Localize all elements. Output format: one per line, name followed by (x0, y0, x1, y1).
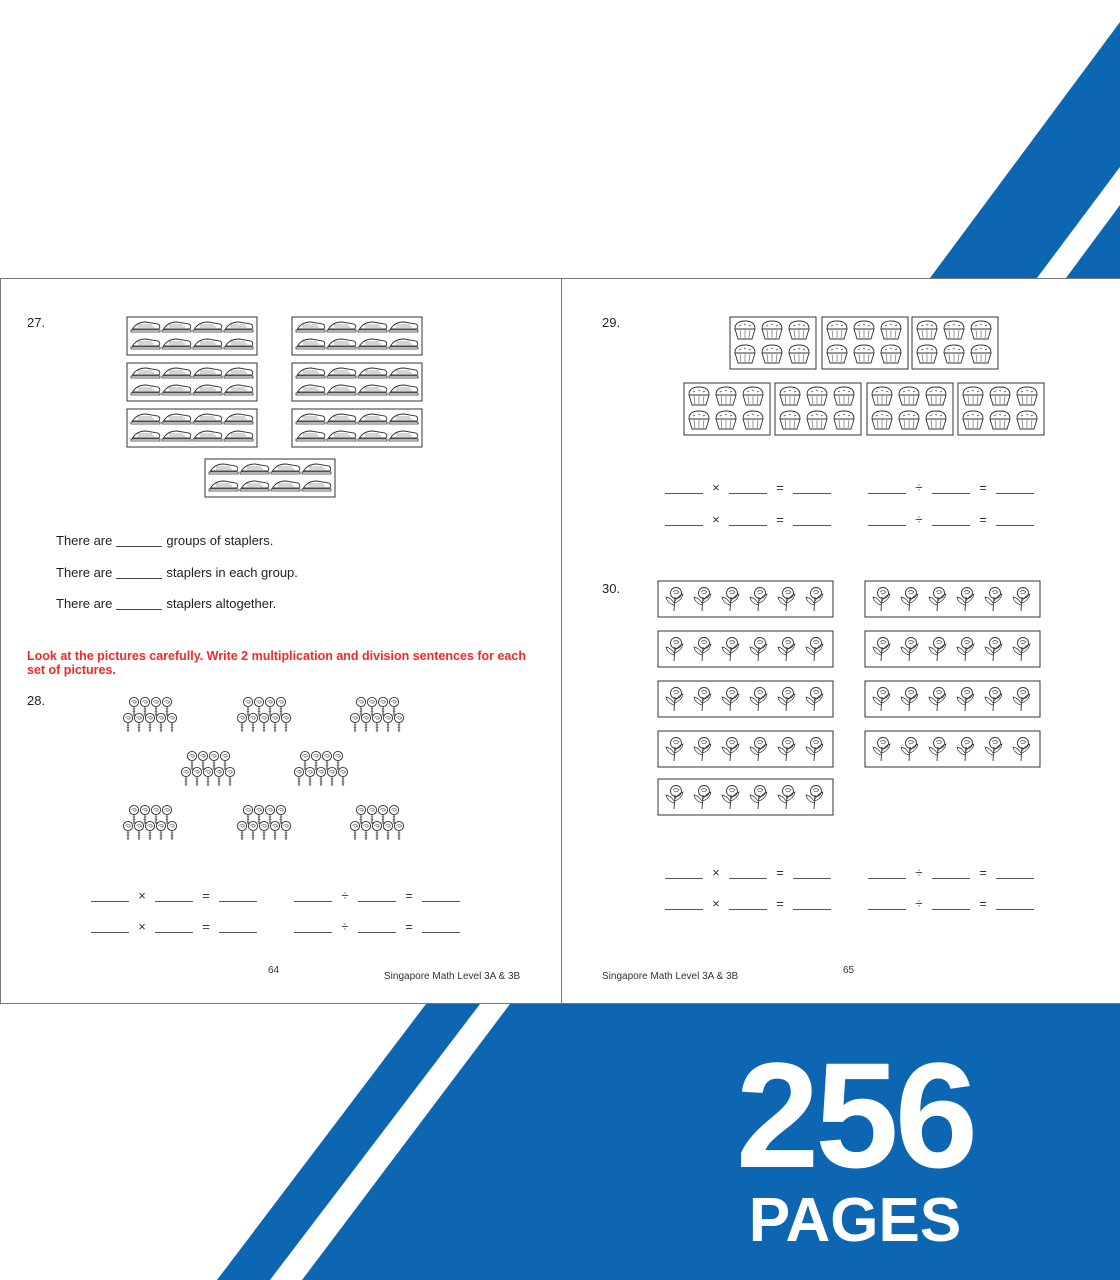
lollipop-group (294, 751, 347, 786)
lollipop-icon (181, 767, 190, 786)
lollipop-icon (248, 713, 257, 732)
equals-sign: = (202, 919, 210, 934)
lollipop-icon (187, 751, 196, 770)
answer-blank[interactable] (294, 901, 332, 902)
q30-multiplication-sentence-2 (665, 896, 831, 911)
lollipop-icon (356, 805, 365, 824)
lollipop-icon (394, 821, 403, 840)
lollipop-icon (372, 821, 381, 840)
lollipop-icon (270, 821, 279, 840)
lollipop-icon (372, 713, 381, 732)
page-number: 64 (268, 965, 280, 976)
lollipop-icon (140, 805, 149, 824)
question-30-number: 30. (602, 581, 621, 596)
lollipop-icon (243, 697, 252, 716)
answer-blank[interactable] (868, 878, 906, 879)
question-29-number: 29. (602, 315, 621, 330)
lollipop-group (181, 751, 234, 786)
lollipop-icon (140, 697, 149, 716)
lollipop-icon (214, 767, 223, 786)
lollipop-icon (129, 805, 138, 824)
lollipop-icon (378, 805, 387, 824)
answer-blank[interactable] (868, 525, 906, 526)
answer-blank[interactable] (996, 493, 1034, 494)
answer-blank[interactable] (932, 525, 970, 526)
lollipop-icon (316, 767, 325, 786)
lollipop-icon (265, 697, 274, 716)
q29-division-sentence-2 (868, 512, 1034, 527)
answer-blank[interactable] (665, 525, 703, 526)
lollipop-icon (276, 805, 285, 824)
answer-blank[interactable] (729, 909, 767, 910)
q30-division-sentence-2 (868, 896, 1034, 911)
lollipop-icon (367, 805, 376, 824)
question-27-number: 27. (27, 315, 46, 330)
q28-division-sentence-2 (294, 919, 460, 934)
lollipop-icon (327, 767, 336, 786)
times-sign: × (138, 888, 146, 903)
lollipop-icon (361, 821, 370, 840)
lollipop-icon (281, 821, 290, 840)
q27-sentence-altogether (56, 596, 276, 611)
lollipop-icon (338, 767, 347, 786)
times-sign: × (712, 896, 720, 911)
times-sign: × (138, 919, 146, 934)
equals-sign: = (776, 512, 784, 527)
divide-sign: ÷ (915, 480, 923, 495)
answer-blank[interactable] (219, 901, 257, 902)
lollipop-icon (259, 713, 268, 732)
lollipop-icon (270, 713, 279, 732)
lollipop-icon (129, 697, 138, 716)
answer-blank[interactable] (155, 932, 193, 933)
instruction-text: Look at the pictures carefully. Write 2 multiplication and division sentences for each set of pictures. (27, 649, 526, 677)
lollipop-icon (123, 821, 132, 840)
times-sign: × (712, 865, 720, 880)
divide-sign: ÷ (341, 888, 349, 903)
answer-blank[interactable] (665, 909, 703, 910)
q28-division-sentence-1 (294, 888, 460, 903)
divide-sign: ÷ (915, 896, 923, 911)
lollipop-icon (311, 751, 320, 770)
answer-blank[interactable] (422, 932, 460, 933)
sentence-text-after: groups of staplers. (166, 533, 274, 548)
q28-multiplication-sentence-1 (91, 888, 257, 903)
lollipop-group (237, 805, 290, 840)
lollipop-icon (254, 805, 263, 824)
page-count-number: 256 (735, 1031, 975, 1199)
lollipop-icon (156, 821, 165, 840)
left-page-illustrations (1, 279, 561, 1003)
answer-blank[interactable] (422, 901, 460, 902)
lollipop-group (350, 805, 403, 840)
lollipop-icon (361, 713, 370, 732)
lollipop-icon (198, 751, 207, 770)
q29-multiplication-sentence-1 (665, 480, 831, 495)
lollipop-icon (294, 767, 303, 786)
answer-blank[interactable] (996, 909, 1034, 910)
q27-sentence-groups (56, 533, 273, 548)
equals-sign: = (776, 896, 784, 911)
answer-blank[interactable] (219, 932, 257, 933)
answer-blank[interactable] (868, 909, 906, 910)
lollipop-icon (237, 713, 246, 732)
lollipop-icon (156, 713, 165, 732)
lollipop-icon (356, 697, 365, 716)
top-stripe (930, 22, 1120, 278)
answer-blank[interactable] (996, 878, 1034, 879)
equals-sign: = (979, 512, 987, 527)
lollipop-icon (123, 713, 132, 732)
lollipop-icon (350, 821, 359, 840)
lollipop-icon (276, 697, 285, 716)
answer-blank[interactable] (932, 493, 970, 494)
equals-sign: = (979, 865, 987, 880)
sentence-text-before: There are (56, 533, 113, 548)
lollipop-icon (378, 697, 387, 716)
equals-sign: = (979, 480, 987, 495)
answer-blank[interactable] (932, 878, 970, 879)
lollipop-icon (333, 751, 342, 770)
answer-blank[interactable] (868, 493, 906, 494)
answer-blank[interactable] (155, 901, 193, 902)
divide-sign: ÷ (915, 865, 923, 880)
answer-blank[interactable] (116, 578, 162, 579)
answer-blank[interactable] (358, 901, 396, 902)
sentence-text-after: staplers altogether. (166, 596, 277, 611)
lollipop-icon (389, 805, 398, 824)
equals-sign: = (776, 480, 784, 495)
answer-blank[interactable] (793, 878, 831, 879)
q27-sentence-each-group (56, 565, 298, 580)
q28-multiplication-sentence-2 (91, 919, 257, 934)
question-28-number: 28. (27, 693, 46, 708)
sentence-text-before: There are (56, 565, 113, 580)
equals-sign: = (776, 865, 784, 880)
lollipop-group (350, 697, 403, 732)
lollipop-icon (162, 805, 171, 824)
lollipop-icon (167, 713, 176, 732)
lollipop-icon (281, 713, 290, 732)
divide-sign: ÷ (341, 919, 349, 934)
answer-blank[interactable] (358, 932, 396, 933)
divide-sign: ÷ (915, 512, 923, 527)
answer-blank[interactable] (793, 493, 831, 494)
lollipop-icon (305, 767, 314, 786)
equals-sign: = (405, 888, 413, 903)
answer-blank[interactable] (91, 932, 129, 933)
lollipop-icon (367, 697, 376, 716)
lollipop-icon (220, 751, 229, 770)
right-page-illustrations (562, 279, 1120, 1003)
answer-blank[interactable] (116, 546, 162, 547)
lollipop-icon (383, 713, 392, 732)
lollipop-icon (225, 767, 234, 786)
lollipop-group (237, 697, 290, 732)
workbook-page-left (0, 278, 562, 1004)
lollipop-icon (300, 751, 309, 770)
lollipop-icon (134, 821, 143, 840)
lollipop-icon (151, 697, 160, 716)
workbook-page-right (561, 278, 1120, 1004)
q30-division-sentence-1 (868, 865, 1034, 880)
sentence-text-after: staplers in each group. (166, 565, 298, 580)
answer-blank[interactable] (294, 932, 332, 933)
answer-blank[interactable] (793, 525, 831, 526)
q29-division-sentence-1 (868, 480, 1034, 495)
page-count-label: PAGES (748, 1186, 962, 1255)
lollipop-icon (192, 767, 201, 786)
lollipop-icon (243, 805, 252, 824)
lollipop-icon (350, 713, 359, 732)
q29-multiplication-sentence-2 (665, 512, 831, 527)
answer-blank[interactable] (793, 909, 831, 910)
answer-blank[interactable] (996, 525, 1034, 526)
equals-sign: = (405, 919, 413, 934)
lollipop-icon (322, 751, 331, 770)
answer-blank[interactable] (729, 878, 767, 879)
lollipop-icon (265, 805, 274, 824)
equals-sign: = (979, 896, 987, 911)
answer-blank[interactable] (91, 901, 129, 902)
answer-blank[interactable] (116, 609, 162, 610)
answer-blank[interactable] (932, 909, 970, 910)
footer-book-title: Singapore Math Level 3A & 3B (602, 971, 739, 982)
lollipop-icon (389, 697, 398, 716)
lollipop-group (123, 805, 176, 840)
lollipop-icon (383, 821, 392, 840)
lollipop-icon (151, 805, 160, 824)
footer-book-title: Singapore Math Level 3A & 3B (384, 971, 521, 982)
times-sign: × (712, 480, 720, 495)
lollipop-icon (254, 697, 263, 716)
lollipop-icon (167, 821, 176, 840)
lollipop-group (123, 697, 176, 732)
answer-blank[interactable] (665, 878, 703, 879)
lollipop-icon (394, 713, 403, 732)
q30-multiplication-sentence-1 (665, 865, 831, 880)
answer-blank[interactable] (729, 493, 767, 494)
lollipop-icon (162, 697, 171, 716)
lollipop-icon (237, 821, 246, 840)
answer-blank[interactable] (729, 525, 767, 526)
lollipop-icon (203, 767, 212, 786)
lollipop-icon (134, 713, 143, 732)
lollipop-icon (145, 713, 154, 732)
lollipop-icon (145, 821, 154, 840)
sentence-text-before: There are (56, 596, 113, 611)
answer-blank[interactable] (665, 493, 703, 494)
lollipop-icon (248, 821, 257, 840)
equals-sign: = (202, 888, 210, 903)
lollipop-icon (259, 821, 268, 840)
lollipop-icon (209, 751, 218, 770)
page-number: 65 (843, 965, 855, 976)
times-sign: × (712, 512, 720, 527)
